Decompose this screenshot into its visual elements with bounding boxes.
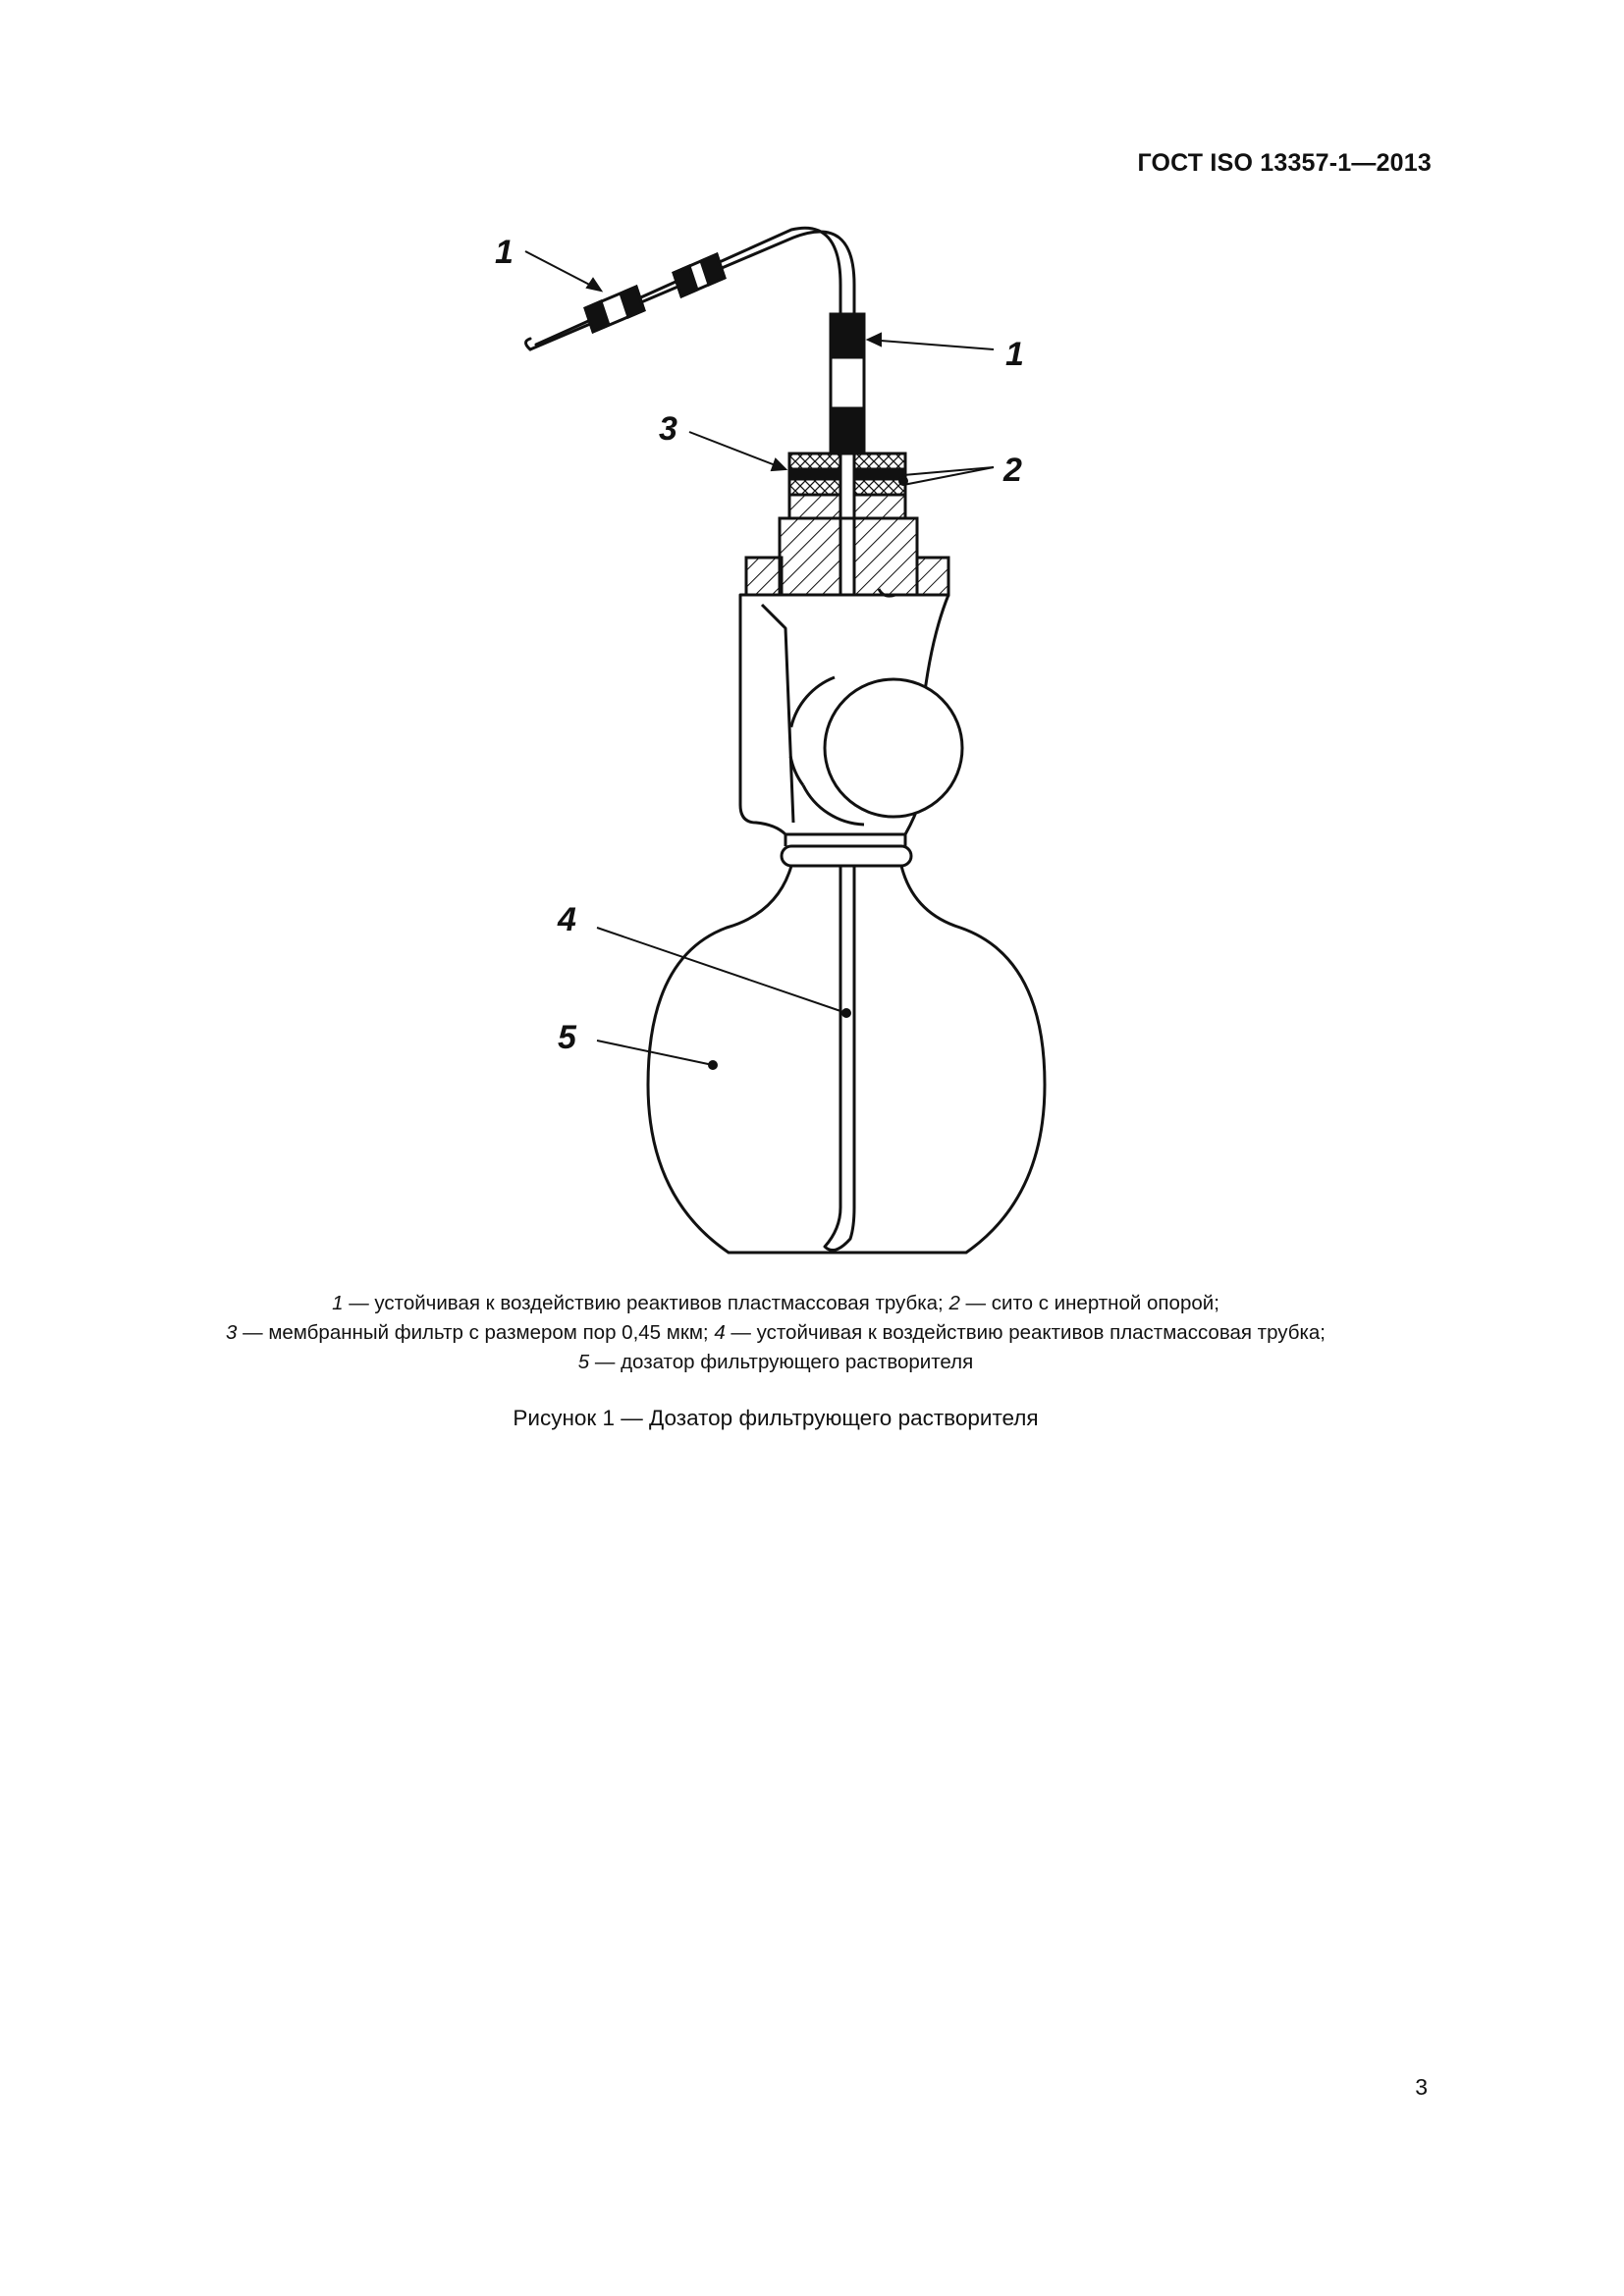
document-code: ГОСТ ISO 13357-1—2013 (1137, 149, 1432, 177)
callout-5: 5 (558, 1019, 576, 1056)
legend-text: — дозатор фильтрующего растворителя (589, 1351, 974, 1373)
legend-text: — мембранный фильтр с размером пор 0,45 мкм; (237, 1321, 715, 1344)
figure-legend (0, 1289, 1551, 1377)
callout-1-right: 1 (1005, 336, 1024, 373)
legend-text: — устойчивая к воздействию реактивов пластмассовая трубка; (725, 1321, 1326, 1344)
squeeze-bulb (825, 679, 962, 817)
neck-ring (782, 846, 911, 866)
callout-4: 4 (558, 901, 576, 938)
tube-connector-left (585, 254, 725, 332)
callout-1-left: 1 (495, 234, 514, 271)
legend-num: 2 (948, 1292, 960, 1314)
page-number: 3 (1415, 2074, 1428, 2100)
legend-line-1 (0, 1289, 1551, 1318)
dip-tube (825, 866, 854, 1251)
flask-body (648, 866, 1045, 1253)
legend-num: 1 (332, 1292, 344, 1314)
legend-text: — сито с инертной опорой; (959, 1292, 1219, 1314)
figure-caption: Рисунок 1 — Дозатор фильтрующего растворителя (513, 1406, 1039, 1430)
legend-num: 5 (577, 1351, 590, 1373)
legend-line-2 (0, 1318, 1551, 1348)
legend-text: — устойчивая к воздействию реактивов пластмассовая трубка; (343, 1292, 949, 1314)
legend-num: 3 (226, 1321, 238, 1344)
legend-num: 4 (714, 1321, 726, 1344)
tube-connector-right (831, 314, 864, 454)
callout-2: 2 (1003, 452, 1022, 489)
legend-line-3 (0, 1348, 1551, 1377)
callout-3: 3 (659, 410, 677, 448)
